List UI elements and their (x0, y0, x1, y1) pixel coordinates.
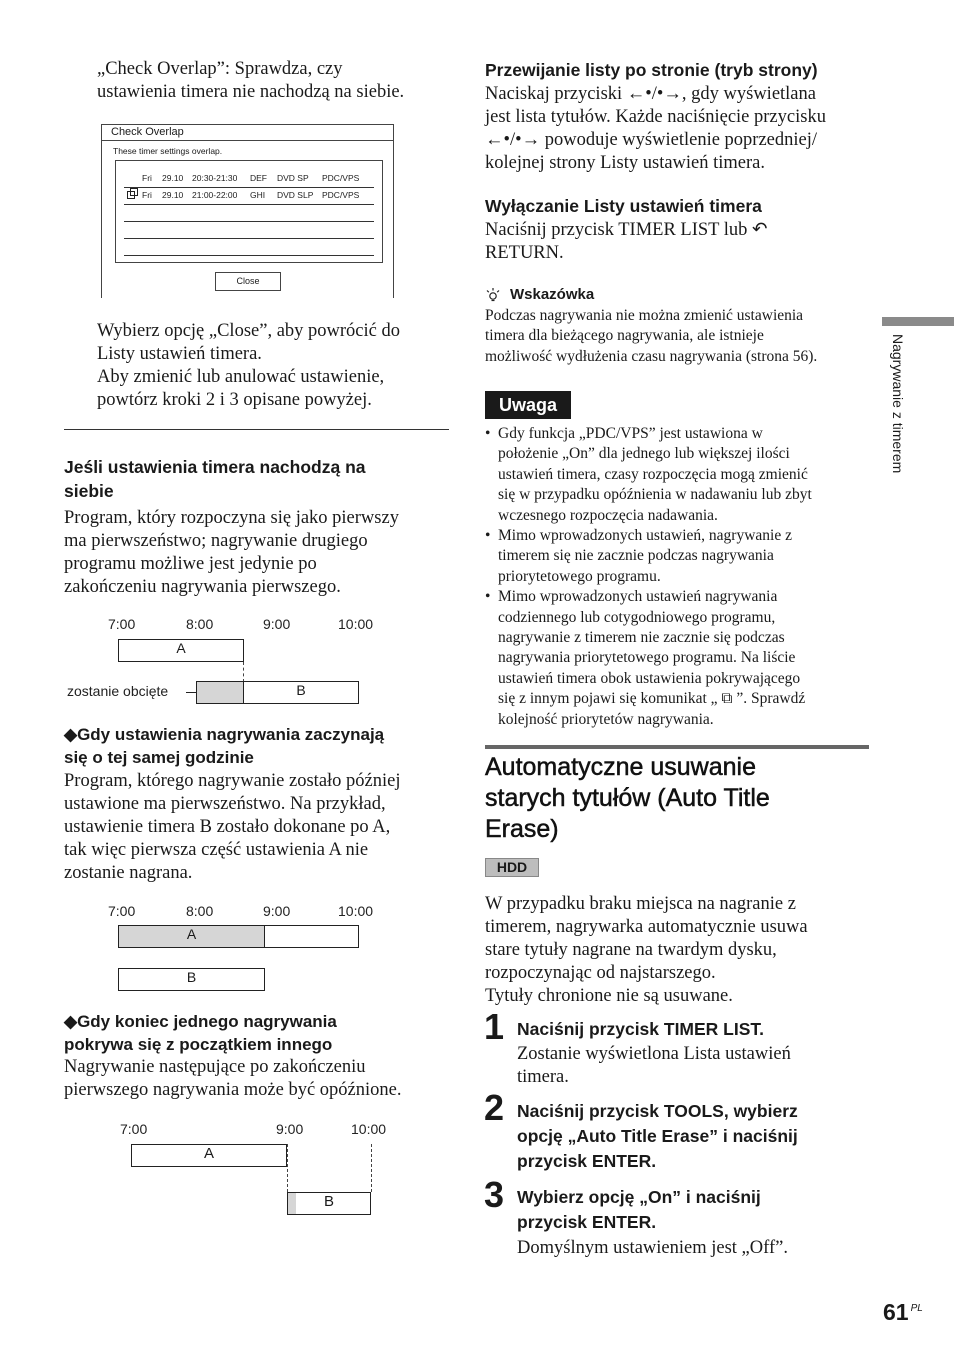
timer-list-off-paragraph: Naciśnij przycisk TIMER LIST lub ↶ RETURN. (485, 220, 768, 263)
note-badge: Uwaga (485, 391, 571, 419)
hdd-badge: HDD (485, 858, 539, 877)
step-heading: Wybierz opcję „On” i naciśnij przycisk ENTER. (517, 1187, 761, 1232)
text-line: powtórz kroki 2 i 3 opisane powyżej. (97, 390, 372, 410)
section-rule (485, 745, 869, 749)
note-item: • Mimo wprowadzonych ustawień nagrywania codziennego lub cotygodniowego programu, nagrywanie z timerem nie zacznie się podczas nagrywania priorytetowego programu. Na liście ustawień timera obok ustawienia pokrywającego się z innym pojawi się komunikat „ ⧉ ”. Sprawdź kolejność priorytetów nagrywania. (485, 588, 806, 728)
text-line: Aby zmienić lub anulować ustawienie, (97, 367, 385, 387)
step-number: 2 (484, 1087, 505, 1128)
tick-label: 10:00 (338, 616, 374, 632)
step-text: Domyślnym ustawieniem jest „Off”. (517, 1238, 788, 1258)
side-tab-bar (882, 317, 954, 326)
step-text: Zostanie wyświetlona Lista ustawień timera. (517, 1044, 791, 1087)
auto-erase-heading: Automatyczne usuwanie starych tytułów (Auto Title Erase) (485, 753, 770, 843)
page-suffix: PL (910, 1303, 923, 1314)
tick-label: 7:00 (108, 616, 136, 632)
close-button[interactable]: Close (215, 272, 281, 291)
side-tab-label: Nagrywanie z timerem (890, 334, 906, 474)
tick-label: 9:00 (263, 903, 291, 919)
overlap-icon (127, 188, 138, 201)
timer-list-off-heading: Wyłączanie Listy ustawień timera (485, 196, 762, 216)
text-line: Listy ustawień timera. (97, 344, 262, 364)
tick-label: 7:00 (120, 1121, 148, 1137)
step-heading: Naciśnij przycisk TIMER LIST. (517, 1019, 765, 1039)
tick-label: 10:00 (338, 903, 374, 919)
intro-line: „Check Overlap”: Sprawdza, czy (97, 59, 343, 79)
intro-line: ustawienia timera nie nachodzą na siebie. (97, 82, 405, 102)
timer-b-bar: B (243, 681, 359, 704)
note-item: • Gdy funkcja „PDC/VPS” jest ustawiona w położenie „On” dla jednego lub większej ilości ustawień timera, czasy rozpoczęcia mogą zmienić się w przypadku opóźnienia w nadawaniu lub zbyt wczesnego rozpoczęcia nadawania. (485, 425, 812, 524)
note-item: • Mimo wprowadzonych ustawień, nagrywanie z timerem się nie zacznie podczas nagrywania priorytetowego programu. (485, 527, 792, 585)
lightbulb-icon (485, 287, 501, 308)
tip-paragraph: Podczas nagrywania nie można zmienić ustawienia timera dla bieżącego nagrywania, ale istnieje możliwość wydłużenia czasu nagrywania (strona 56). (485, 307, 818, 365)
overlap-list (115, 160, 383, 263)
subheading-end-overlap: ◆Gdy koniec jednego nagrywania pokrywa się z początkiem innego (64, 1012, 337, 1054)
overlap-row-empty (124, 205, 374, 222)
notes-list (485, 424, 875, 730)
cut-label: zostanie obcięte (67, 683, 169, 699)
page-mode-heading: Przewijanie listy po stronie (tryb strony) (485, 60, 818, 80)
overlap-row[interactable]: Fri 29.10 20:30-21:30 DEF DVD SP PDC/VPS (124, 171, 374, 188)
step-number: 1 (484, 1006, 505, 1047)
section-divider (64, 429, 449, 430)
same-time-paragraph: Program, którego nagrywanie zostało później ustawione ma pierwszeństwo. Na przykład, ustawienie timera B zostało dokonane po A, tak więc pierwsza część ustawienia A nie zostanie nagrana. (64, 771, 401, 883)
tick-label: 8:00 (186, 903, 214, 919)
tick-label: 9:00 (263, 616, 291, 632)
tick-label: 9:00 (276, 1121, 304, 1137)
step-heading: Naciśnij przycisk TOOLS, wybierz opcję „Auto Title Erase” i naciśnij przycisk ENTER. (517, 1101, 798, 1171)
section-paragraph: Program, który rozpoczyna się jako pierwszy ma pierwszeństwo; nagrywanie drugiego programu możliwe jest jedynie po zakończeniu nagrywania pierwszego. (64, 508, 399, 597)
timer-b-bar: B (118, 968, 265, 991)
end-overlap-paragraph: Nagrywanie następujące po zakończeniu pierwszego nagrywania może być opóźnione. (64, 1057, 402, 1100)
timer-a-bar: A (118, 639, 244, 662)
page-number: 61 $^{PL}$ (883, 1299, 923, 1325)
tick-label: 8:00 (186, 616, 214, 632)
cut-segment: A (118, 925, 265, 948)
overlap-row-empty (124, 239, 374, 256)
dialog-message: These timer settings overlap. (113, 146, 223, 156)
step-number: 3 (484, 1174, 505, 1215)
dialog-title: Check Overlap (111, 126, 184, 138)
timer-b-bar: B (287, 1192, 371, 1215)
check-overlap-dialog (101, 124, 394, 298)
delay-segment (287, 1192, 296, 1215)
text-line: Wybierz opcję „Close”, aby powrócić do (97, 321, 400, 341)
section-heading: Jeśli ustawienia timera nachodzą na siebie (64, 457, 366, 501)
after-dialog-paragraph (97, 320, 400, 412)
side-tab (888, 334, 910, 534)
tick-label: 10:00 (351, 1121, 387, 1137)
subheading-same-time: ◆Gdy ustawienia nagrywania zaczynają się o tej samej godzinie (64, 725, 385, 767)
overlap-row[interactable]: Fri 29.10 21:00-22:00 GHI DVD SLP PDC/VPS (124, 188, 374, 205)
cut-segment (196, 681, 244, 704)
intro-paragraph (97, 58, 404, 104)
auto-erase-paragraph: W przypadku braku miejsca na nagranie z timerem, nagrywarka automatycznie usuwa stare tytuły nagrane na twardym dysku, rozpoczynając od najstarszego. Tytuły chronione nie są usuwane. (485, 894, 808, 1006)
tick-label: 7:00 (108, 903, 136, 919)
timer-a-bar: A (131, 1144, 287, 1167)
page-mode-paragraph: Naciskaj przyciski ←•/•→, gdy wyświetlana jest lista tytułów. Każde naciśnięcie przycisku ←•/•→ powoduje wyświetlenie poprzedniej/ kolejnej strony Listy ustawień timera. (485, 84, 826, 173)
overlap-row-empty (124, 222, 374, 239)
